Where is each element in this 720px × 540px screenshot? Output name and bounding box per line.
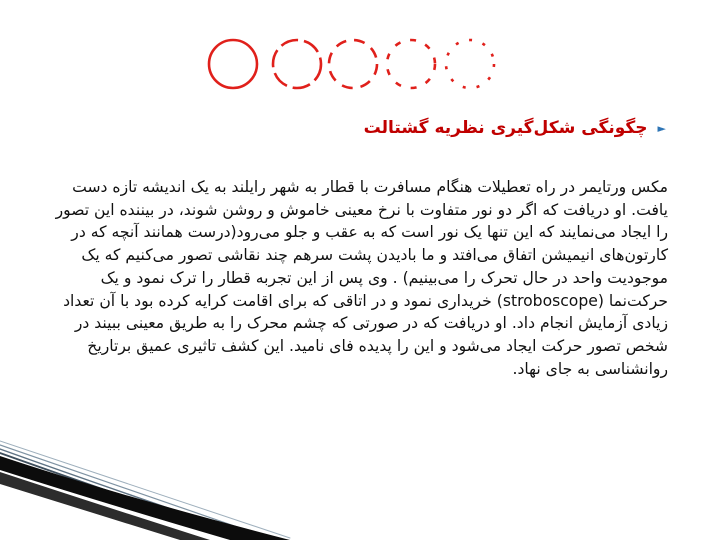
slide-body-text: مکس ورتایمر در راه تعطیلات هنگام مسافرت با قطار به شهر رایلند به یک اندیشه تازه دست یافت. او دریافت که اگر دو نور متفاوت با نرخ معینی خاموش و روشن شوند، در بیننده این تصور را ایجاد می‌نمایند که این تنها یک نور است که به عقب و جلو می‌رود(درست همانند آنچه که در کارتون‌های انیمیشن اتفاق می‌افتد و ما بادیدن پشت سرهم چند نقاشی تصور می‌کنیم که یک موجودیت واحد در حال تحرک را می‌بینیم) . وی پس از این تجربه قطار را ترک نمود و یک حرکت‌نما (stroboscope) خریداری نمود و در اتاقی که برای اقامت کرایه کرده بود با آن تعداد زیادی آزمایش انجام داد. او دریافت که در صورتی که چشم محرک را به طریق معینی ببیند در شخص تصور حرکت ایجاد می‌شود و این را پدیده فای نامید. این کشف تاثیری عمیق برتاریخ روانشناسی به جای نهاد.: [55, 178, 668, 378]
bullet-icon: ►: [657, 121, 666, 135]
slide-title: چگونگی شکل‌گیری نظریه گشتالت: [363, 118, 648, 138]
